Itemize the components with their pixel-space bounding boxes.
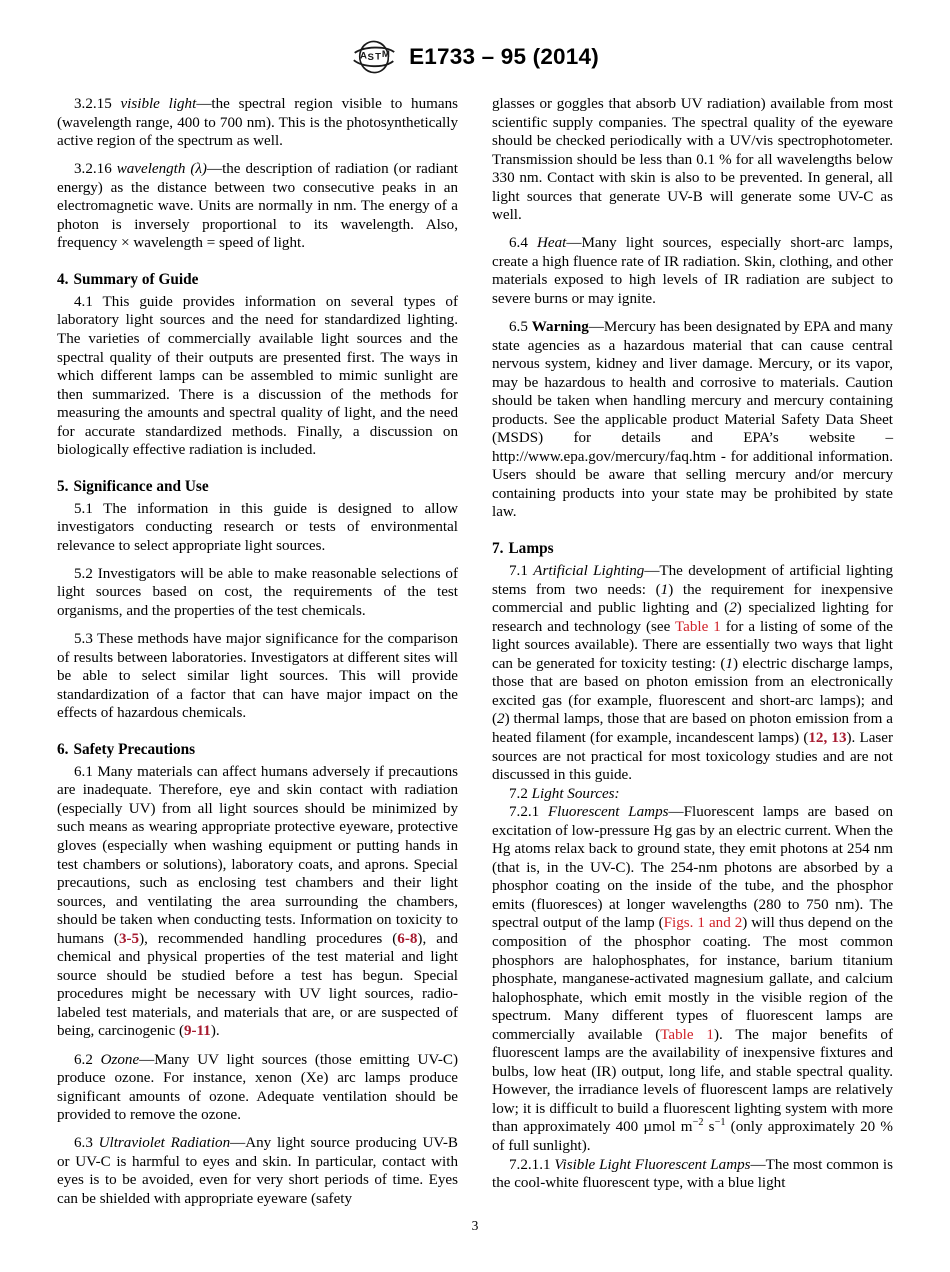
paragraph-6-5-warning bbox=[492, 318, 893, 522]
heading-section-5 bbox=[57, 460, 458, 500]
clause-body-part: ). bbox=[210, 1023, 220, 1040]
clause-number: 7.2 bbox=[509, 785, 528, 802]
heading-section-4 bbox=[57, 253, 458, 293]
defined-term: Heat bbox=[537, 235, 567, 252]
clause-body: —Mercury has been designated by EPA and many state agencies as a hazardous material that can cause central nervous system, kidney and liver damage. Mercury, or its vapor, may be hazardous to health and corrosive to materials. Caution should be taken when handling mercury and mercury containing products. See the applicable product Material Safety Data Sheet (MSDS) for details and EPA’s website – http://www.epa.gov/mercury/faq.htm - for additional information. Users should be aware that selling mercury and/or mercury containing products into your state may be prohibited by state law. bbox=[492, 319, 893, 521]
clause-number: 6.5 bbox=[509, 319, 528, 336]
clause-body: Investigators will be able to make reasonable selections of light sources based on cost, the requirements of the test organisms, and the properties of the test chemicals. bbox=[57, 565, 458, 620]
enumerator: 1 bbox=[725, 655, 733, 672]
clause-body: —Any light source producing UV-B or UV-C is harmful to eyes and skin. In particular, contact with eyes is to be avoided, even for very short periods of time. Eyes can be shielded with appropriate eyeware (safety bbox=[57, 1135, 458, 1207]
paragraph-3-2-16 bbox=[57, 160, 458, 253]
standard-designation: E1733 – 95 (2014) bbox=[409, 44, 599, 69]
svg-text:A: A bbox=[360, 50, 368, 62]
clause-body-part: (only approximately 20 % of full sunlight). bbox=[492, 1119, 893, 1154]
section-title: Lamps bbox=[508, 540, 554, 558]
clause-number: 4.1 bbox=[74, 293, 93, 310]
clause-body: This guide provides information on several types of laboratory light sources and the need for standardized lighting. The varieties of commercially available light sources and the spectral quality of their outputs are presented first. The ways in which different lamps can be assembled to mimic sunlight are then summarized. There is a discussion of the methods for measuring the amounts and spectral quality of light, and the need for accurate standardized methods. Finally, a discussion on biologically effective radiation is included. bbox=[57, 293, 458, 459]
clause-number: 6.3 bbox=[74, 1135, 93, 1152]
two-column-body bbox=[57, 95, 893, 1208]
svg-text:S: S bbox=[367, 51, 375, 63]
clause-body: These methods have major significance for the comparison of results between laboratories. Investigators at different sites will be able to select similar light sources. This will provide standardization of a factor that can have major impact on the effects of hazardous chemicals. bbox=[57, 631, 458, 722]
clause-number: 6.1 bbox=[74, 763, 93, 780]
page-number: 3 bbox=[471, 1218, 479, 1233]
paragraph-6-3-continued bbox=[492, 95, 893, 225]
section-number: 7. bbox=[492, 540, 504, 558]
section-number: 6. bbox=[57, 740, 69, 758]
clause-body-part: Many materials can affect humans adversely if precautions are inadequate. Therefore, eye and skin contact with radiation (especially UV) from all light sources should be minimized by such means as wearing appropriate protective eyeware, protective gloves (especially when washing equipment or putting hands in test chambers or solutions), laboratory coats, and aprons. Special precautions, such as enclosing test chambers and their light sources, and ventilating the area surrounding the chambers, should be taken when conducting tests. Information on toxicity to humans ( bbox=[57, 763, 458, 947]
clause-body: —the spectral region visible to humans (wavelength range, 400 to 700 nm). This is the photosynthetically active region of the spectrum as well. bbox=[57, 96, 458, 150]
paragraph-4-1 bbox=[57, 293, 458, 460]
clause-body-part: ). The major benefits of fluorescent lamps are the availability of inexpensive fixtures and bulbs, low heat (IR) output, long life, and stable spectral quality. However, the irradiance levels of fluorescent lamps are relatively low; it is difficult to build a fluorescent lighting system with more than approximately 400 µmol m bbox=[492, 1026, 894, 1136]
clause-body-part: ), and chemical and physical properties of the test material and light source should be studied before a test has begun. Special procedures might be necessary with UV light sources, radio-labeled test materials, and materials that are, or are suspected of being, carcinogenic ( bbox=[57, 930, 458, 1040]
defined-term: Ozone bbox=[100, 1051, 140, 1068]
clause-number: 5.1 bbox=[74, 500, 93, 517]
reference-link-12-13[interactable]: 12, 13 bbox=[808, 729, 847, 746]
clause-body-part: ) the requirement for inexpensive commercial and public lighting and ( bbox=[492, 581, 894, 617]
clause-body-part: —The development of artificial lighting stems from two needs: ( bbox=[492, 563, 893, 598]
page-footer bbox=[0, 1218, 950, 1234]
clause-body-part: —Fluorescent lamps are based on excitation of low-pressure Hg gas by an electric current. When the Hg atoms relax back to ground state, they emit photons at 254 nm (that is, in the UV-C). The 254-nm photons are absorbed by a phosphor coating on the inside of the tube, and the phosphor emits (fluoresces) at longer wavelengths (280 to 750 nm). The spectral output of the lamp ( bbox=[492, 804, 893, 932]
table-1-link[interactable]: Table 1 bbox=[675, 618, 721, 635]
paragraph-7-2-1 bbox=[492, 803, 893, 1155]
paragraph-5-1 bbox=[57, 500, 458, 556]
svg-text:T: T bbox=[375, 51, 382, 63]
heading-section-7 bbox=[492, 522, 893, 562]
superscript-exponent: −2 bbox=[692, 1117, 704, 1129]
clause-body-part: ) electric discharge lamps, those that are based on photon emission from an electronically excited gas (for example, fluorescent and short-arc lamps); and ( bbox=[492, 655, 894, 728]
clause-body: —Many UV light sources (those emitting UV-C) produce ozone. For instance, xenon (Xe) arc lamps produce significant amounts of ozone. Adequate ventilation should be provided to remove the ozone. bbox=[57, 1051, 458, 1124]
enumerator: 2 bbox=[497, 711, 505, 728]
paragraph-5-3 bbox=[57, 630, 458, 723]
heading-section-6 bbox=[57, 723, 458, 763]
clause-body: —The most common is the cool-white fluorescent type, with a blue light bbox=[492, 1156, 894, 1192]
reference-link-6-8[interactable]: 6-8 bbox=[397, 930, 418, 947]
clause-body: —Many light sources, especially short-arc lamps, create a high fluence rate of IR radiation. Skin, clothing, and other materials exposed to high levels of IR radiation are subject to severe burns or may ignite. bbox=[492, 235, 893, 307]
clause-body-part: for a listing of some of the light sources available). There are essentially two ways that light can be generated for toxicity testing: ( bbox=[492, 618, 893, 672]
defined-term: Visible Light Fluorescent Lamps bbox=[554, 1156, 751, 1173]
table-1-link[interactable]: Table 1 bbox=[660, 1026, 714, 1043]
svg-text:M: M bbox=[382, 49, 391, 60]
astm-logo-icon bbox=[351, 40, 397, 74]
superscript-exponent: −1 bbox=[714, 1117, 726, 1129]
defined-term: Ultraviolet Radiation bbox=[98, 1135, 231, 1152]
clause-body-part: s bbox=[703, 1119, 715, 1136]
paragraph-7-2 bbox=[492, 785, 893, 804]
clause-number: 3.2.16 bbox=[74, 161, 112, 178]
defined-term: Fluorescent Lamps bbox=[547, 804, 669, 821]
paragraph-3-2-15 bbox=[57, 95, 458, 151]
reference-link-9-11[interactable]: 9-11 bbox=[183, 1023, 211, 1040]
clause-body: glasses or goggles that absorb UV radiation) available from most scientific supply companies. The spectral quality of the eyeware should be checked periodically with a UV/vis spectrophotometer. Transmission should be less than 0.1 % for all wavelengths below 330 nm. Contact with skin is also to be prevented. In general, all light sources that generate UV-B will generate some UV-C as well. bbox=[492, 96, 893, 224]
paragraph-7-2-1-1 bbox=[492, 1156, 893, 1193]
section-title: Safety Precautions bbox=[73, 740, 196, 758]
clause-body-part: ) will thus depend on the composition of the phosphor coating. The most common phosphors are halophosphates, for instance, barium titanium phosphate, manganese-activated magnesium gallate, and calcium halophosphate, which emit mostly in the visible region of the spectrum. Many different types of fluorescent lamps are commercially available ( bbox=[492, 915, 893, 1043]
enumerator: 2 bbox=[729, 600, 737, 617]
left-column bbox=[57, 95, 458, 1208]
clause-body-part: ) specialized lighting for research and technology (see bbox=[492, 600, 893, 635]
clause-body-part: ). Laser sources are not practical for most toxicology studies and are not discussed in this guide. bbox=[492, 729, 894, 784]
clause-body-part: ), recommended handling procedures ( bbox=[139, 930, 398, 947]
paragraph-6-1 bbox=[57, 763, 458, 1041]
clause-number: 7.1 bbox=[509, 563, 528, 580]
clause-body: The information in this guide is designed to allow investigators conducting research or tests of environmental relevance to select appropriate light sources. bbox=[57, 500, 458, 554]
page-header bbox=[0, 0, 950, 74]
paragraph-6-2 bbox=[57, 1051, 458, 1125]
clause-number: 6.4 bbox=[509, 235, 528, 252]
paragraph-6-3 bbox=[57, 1134, 458, 1208]
defined-term: wavelength (λ) bbox=[116, 161, 207, 178]
paragraph-6-4 bbox=[492, 234, 893, 308]
defined-term: visible light bbox=[120, 96, 197, 112]
section-number: 5. bbox=[57, 477, 69, 495]
clause-body: —the description of radiation (or radiant energy) as the distance between two consecutive peaks in an electromagnetic wave. Units are normally in nm. The energy of a photon is inversely proportional to its wavelength. Also, frequency × wavelength = speed of light. bbox=[57, 161, 458, 252]
defined-term: Light Sources: bbox=[531, 785, 620, 802]
clause-number: 6.2 bbox=[74, 1051, 93, 1068]
section-title: Significance and Use bbox=[73, 477, 209, 495]
reference-link-3-5[interactable]: 3-5 bbox=[118, 930, 140, 947]
clause-number: 7.2.1.1 bbox=[509, 1156, 551, 1173]
enumerator: 1 bbox=[660, 581, 669, 598]
right-column bbox=[492, 95, 893, 1208]
paragraph-5-2 bbox=[57, 565, 458, 621]
clause-number: 5.2 bbox=[74, 565, 93, 582]
section-title: Summary of Guide bbox=[73, 270, 199, 288]
clause-number: 7.2.1 bbox=[509, 804, 540, 821]
paragraph-7-1 bbox=[492, 562, 893, 785]
defined-term: Artificial Lighting bbox=[533, 563, 645, 580]
clause-number: 3.2.15 bbox=[74, 96, 112, 112]
clause-body-part: ) thermal lamps, those that are based on photon emission from a heated filament (for example, incandescent lamps) ( bbox=[492, 711, 893, 746]
clause-number: 5.3 bbox=[74, 631, 93, 648]
section-number: 4. bbox=[57, 270, 69, 288]
figs-1-and-2-link[interactable]: Figs. 1 and 2 bbox=[663, 915, 743, 932]
warning-label: Warning bbox=[531, 319, 589, 336]
